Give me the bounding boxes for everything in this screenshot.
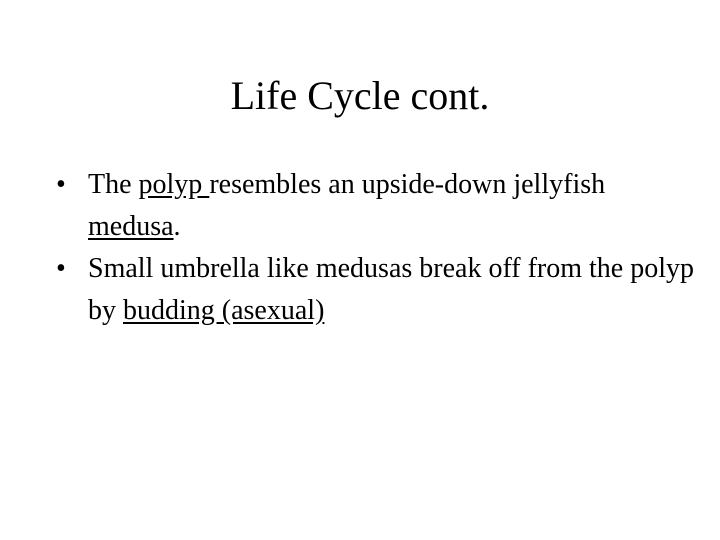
text-segment: Small umbrella like medusas break off from the polyp by bbox=[88, 253, 695, 326]
text-segment: resembles an upside-down jellyfish bbox=[209, 169, 606, 200]
bullet-icon: • bbox=[56, 253, 66, 284]
underlined-term-polyp: polyp bbox=[138, 169, 210, 200]
text-segment: . bbox=[173, 211, 181, 242]
bullet-text bbox=[88, 169, 605, 242]
underlined-term-medusa: medusa bbox=[88, 211, 174, 242]
bullet-list bbox=[56, 164, 696, 332]
bullet-icon: • bbox=[56, 169, 66, 200]
bullet-item bbox=[56, 164, 696, 248]
text-segment: The bbox=[88, 169, 139, 200]
underlined-term-budding: budding (asexual) bbox=[123, 295, 325, 326]
bullet-item bbox=[56, 248, 696, 332]
slide-title: Life Cycle cont. bbox=[230, 73, 490, 118]
bullet-text bbox=[88, 253, 694, 326]
